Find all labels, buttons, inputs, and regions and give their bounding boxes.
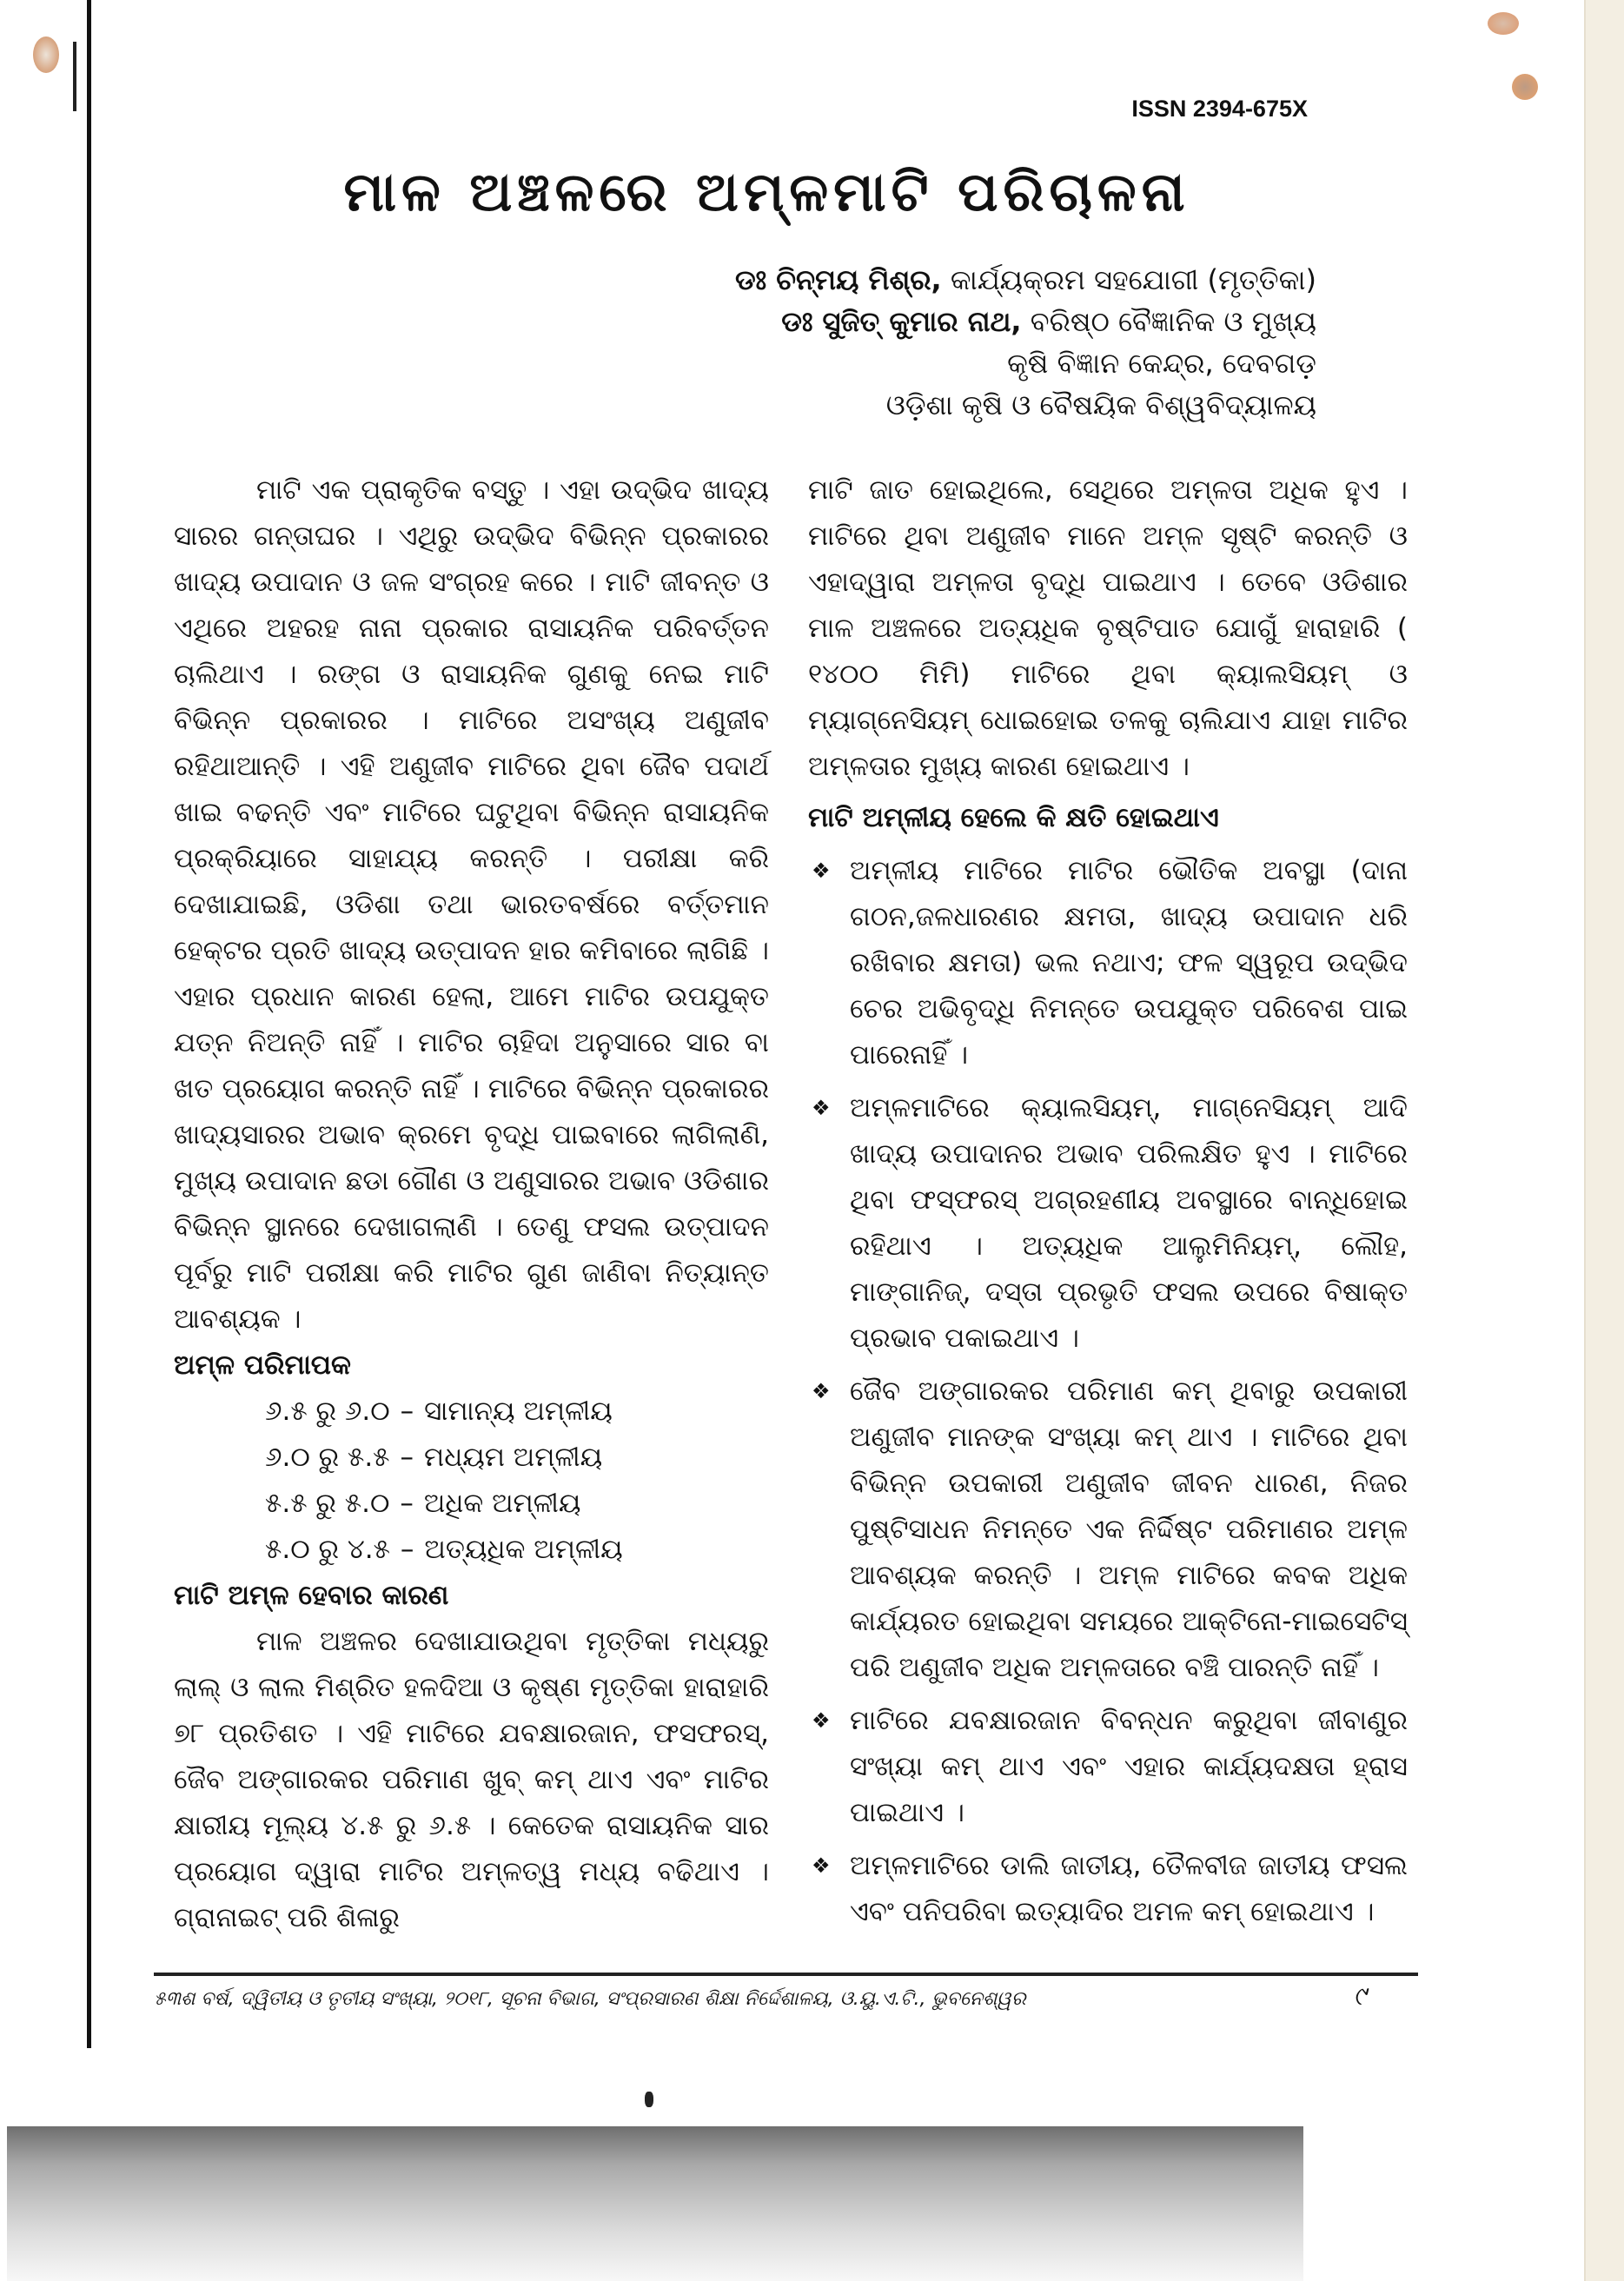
page-number: ୯ (1353, 1980, 1366, 2012)
scale-range: ୬.୫ ରୁ ୬.୦ (265, 1395, 390, 1427)
list-item (808, 1085, 1408, 1362)
damage-heading: ମାଟି ଅମ୍ଳୀୟ ହେଲେ କି କ୍ଷତି ହୋଇଥାଏ (808, 801, 1219, 833)
list-item-text: ଅମ୍ଳୀୟ ମାଟିରେ ମାଟିର ଭୌତିକ ଅବସ୍ଥା (ଦାନା ଗଠନ,ଜଳଧାରଣର କ୍ଷମତା, ଖାଦ୍ୟ ଉପାଦାନ ଧରି ରଖିବାର କ୍ଷମତା) ଭଲ ନଥାଏ; ଫଳ ସ୍ୱରୂପ ଉଦ୍ଭିଦ ଚେର ଅଭିବୃଦ୍ଧି ନିମନ୍ତେ ଉପଯୁକ୍ତ ପରିବେଶ ପାଇ ପାରେନାହିଁ । (850, 854, 1408, 1071)
footer-line (154, 1976, 1418, 2013)
author-name: ଡଃ ସୁଜିତ୍ କୁମାର ନାଥ, (781, 304, 1022, 338)
author-2 (91, 301, 1316, 342)
list-item-text: ଅମ୍ଳମାଟିରେ କ୍ୟାଲସିୟମ୍, ମାଗ୍ନେସିୟମ୍ ଆଦି ଖାଦ୍ୟ ଉପାଦାନର ଅଭାବ ପରିଲକ୍ଷିତ ହୁଏ । ମାଟିରେ ଥିବା ଫସ୍‌ଫରସ୍ ଅଗ୍ରହଣୀୟ ଅବସ୍ଥାରେ ବାନ୍ଧିହୋଇ ରହିଥାଏ । ଅତ୍ୟଧିକ ଆଲୁମିନିୟମ୍, ଲୌହ, ମାଙ୍ଗାନିଜ୍, ଦସ୍ତା ପ୍ରଭୃତି ଫସଲ ଉପରେ ବିଷାକ୍ତ ପ୍ରଭାବ ପକାଇଥାଏ । (850, 1091, 1408, 1354)
article-body (174, 467, 1442, 1941)
cause-heading: ମାଟି ଅମ୍ଳ ହେବାର କାରଣ (174, 1579, 449, 1611)
right-column (808, 467, 1408, 1935)
stain-top-left (33, 36, 59, 73)
margin-mark (73, 42, 76, 111)
ink-speck (645, 2092, 653, 2107)
article-sheet (87, 0, 1442, 2048)
intro-paragraph: ମାଟି ଏକ ପ୍ରାକୃତିକ ବସ୍ତୁ । ଏହା ଉଦ୍ଭିଦ ଖାଦ୍ୟ ସାରର ଗନ୍ତାଘର । ଏଥିରୁ ଉଦ୍ଭିଦ ବିଭିନ୍ନ ପ୍ରକାରର ଖାଦ୍ୟ ଉପାଦାନ ଓ ଜଳ ସଂଗ୍ରହ କରେ । ମାଟି ଜୀବନ୍ତ ଓ ଏଥିରେ ଅହରହ ନାନା ପ୍ରକାର ରାସାୟନିକ ପରିବର୍ତ୍ତନ ଚାଲିଥାଏ । ରଙ୍ଗ ଓ ରାସାୟନିକ ଗୁଣକୁ ନେଇ ମାଟି ବିଭିନ୍ନ ପ୍ରକାରର । ମାଟିରେ ଅସଂଖ୍ୟ ଅଣୁଜୀବ ରହିଥାଆନ୍ତି । ଏହି ଅଣୁଜୀବ ମାଟିରେ ଥିବା ଜୈବ ପଦାର୍ଥ ଖାଇ ବଢନ୍ତି ଏବଂ ମାଟିରେ ଘଟୁଥିବା ବିଭିନ୍ନ ରାସାୟନିକ ପ୍ରକ୍ରିୟାରେ ସାହାଯ୍ୟ କରନ୍ତି । ପରୀକ୍ଷା କରି ଦେଖାଯାଇଛି, ଓଡିଶା ତଥା ଭାରତବର୍ଷରେ ବର୍ତ୍ତମାନ ହେକ୍ଟର ପ୍ରତି ଖାଦ୍ୟ ଉତ୍ପାଦନ ହାର କମିବାରେ ଲାଗିଛି । ଏହାର ପ୍ରଧାନ କାରଣ ହେଲା, ଆମେ ମାଟିର ଉପଯୁକ୍ତ ଯତ୍ନ ନିଅନ୍ତି ନାହିଁ । ମାଟିର ଚାହିଦା ଅନୁସାରେ ସାର ବା ଖତ ପ୍ରୟୋଗ କରନ୍ତି ନାହିଁ । ମାଟିରେ ବିଭିନ୍ନ ପ୍ରକାରର ଖାଦ୍ୟସାରର ଅଭାବ କ୍ରମେ ବୃଦ୍ଧି ପାଇବାରେ ଲାଗିଲାଣି, ମୁଖ୍ୟ ଉପାଦାନ ଛଡା ଗୌଣ ଓ ଅଣୁସାରର ଅଭାବ ଓଡିଶାର ବିଭିନ୍ନ ସ୍ଥାନରେ ଦେଖାଗଲାଣି । ତେଣୁ ଫସଲ ଉତ୍ପାଦନ ପୂର୍ବରୁ ମାଟି ପରୀକ୍ଷା କରି ମାଟିର ଗୁଣ ଜାଣିବା ନିତ୍ୟାନ୍ତ ଆବଶ୍ୟକ । (174, 474, 769, 1335)
scale-row (265, 1435, 769, 1481)
author-role: କାର୍ଯ୍ୟକ୍ରମ ସହଯୋଗୀ (ମୃତ୍ତିକା) (941, 262, 1316, 296)
scale-dash: – (400, 1533, 414, 1565)
stain-top-right (1488, 12, 1519, 35)
author-name: ଡଃ ଚିନ୍ମୟ ମିଶ୍ର, (734, 262, 942, 296)
scale-label: ଅତ୍ୟଧିକ ଅମ୍ଳୀୟ (424, 1533, 623, 1565)
footer-text: ୫୩ଶ ବର୍ଷ, ଦ୍ୱିତୀୟ ଓ ତୃତୀୟ ସଂଖ୍ୟା, ୨୦୧୮, ସୂଚନା ବିଭାଗ, ସଂପ୍ରସାରଣ ଶିକ୍ଷା ନିର୍ଦ୍ଦେଶାଳୟ, ଓ.ୟୁ.ଏ.ଟି., ଭୁବନେଶ୍ୱର (154, 1987, 1026, 2010)
author-block (91, 259, 1316, 426)
author-1 (91, 259, 1316, 301)
scan-shadow (7, 2126, 1303, 2281)
scan-bottom (7, 2126, 1303, 2281)
scale-row (265, 1389, 769, 1435)
diamond-bullet-icon: ❖ (812, 1707, 831, 1733)
scale-range: ୫.୦ ରୁ ୪.୫ (265, 1533, 390, 1565)
diamond-bullet-icon: ❖ (812, 858, 831, 883)
stain-top-right-2 (1512, 74, 1538, 100)
page-edge (1584, 0, 1624, 2281)
scale-row (265, 1481, 769, 1527)
issn-row (91, 96, 1442, 123)
scale-range: ୫.୫ ରୁ ୫.୦ (265, 1487, 390, 1519)
scale-label: ଅଧିକ ଅମ୍ଳୀୟ (423, 1487, 581, 1519)
scale-range: ୬.୦ ରୁ ୫.୫ (265, 1441, 390, 1473)
author-role: ବରିଷ୍ଠ ବୈଜ୍ଞାନିକ ଓ ମୁଖ୍ୟ (1021, 304, 1316, 338)
list-item (808, 1843, 1408, 1935)
scale-label: ସାମାନ୍ୟ ଅମ୍ଳୀୟ (424, 1395, 613, 1427)
footer (154, 1973, 1418, 2013)
list-item (808, 1698, 1408, 1836)
scale-dash: – (400, 1487, 414, 1519)
continuation-paragraph: ମାଟି ଜାତ ହୋଇଥିଲେ, ସେଥିରେ ଅମ୍ଳତା ଅଧିକ ହୁଏ । ମାଟିରେ ଥିବା ଅଣୁଜୀବ ମାନେ ଅମ୍ଳ ସୃଷ୍ଟି କରନ୍ତି ଓ ଏହାଦ୍ୱାରା ଅମ୍ଳତା ବୃଦ୍ଧି ପାଇଥାଏ । ତେବେ ଓଡିଶାର ମାଳ ଅଞ୍ଚଳରେ ଅତ୍ୟଧିକ ବୃଷ୍ଟିପାତ ଯୋଗୁଁ ହାରାହାରି ( ୧୪୦୦ ମିମି) ମାଟିରେ ଥିବା କ୍ୟାଲସିୟମ୍ ଓ ମ୍ୟାଗ୍ନେସିୟମ୍ ଧୋଇହୋଇ ତଳକୁ ଚାଲିଯାଏ ଯାହା ମାଟିର ଅମ୍ଳତାର ମୁଖ୍ୟ କାରଣ ହୋଇଥାଏ । (808, 474, 1408, 782)
list-item-text: ଅମ୍ଳମାଟିରେ ଡାଲି ଜାତୀୟ, ତୈଳବୀଜ ଜାତୀୟ ଫସଲ ଏବଂ ପନିପରିବା ଇତ୍ୟାଦିର ଅମଳ କମ୍ ହୋଇଥାଏ । (850, 1849, 1408, 1927)
damage-list (808, 848, 1408, 1935)
scale-row (265, 1527, 769, 1573)
diamond-bullet-icon: ❖ (812, 1853, 831, 1878)
affiliation-line: ଓଡ଼ିଶା କୃଷି ଓ ବୈଷୟିକ ବିଶ୍ୱବିଦ୍ୟାଳୟ (885, 388, 1316, 421)
list-item (808, 848, 1408, 1078)
diamond-bullet-icon: ❖ (812, 1378, 831, 1403)
scale-label: ମଧ୍ୟମ ଅମ୍ଳୀୟ (424, 1441, 603, 1473)
diamond-bullet-icon: ❖ (812, 1095, 831, 1120)
list-item-text: ମାଟିରେ ଯବକ୍ଷାରଜାନ ବିବନ୍ଧନ କରୁଥିବା ଜୀବାଣୁର ସଂଖ୍ୟା କମ୍ ଥାଏ ଏବଂ ଏହାର କାର୍ଯ୍ୟଦକ୍ଷତା ହ୍ରାସ ପାଇଥାଏ । (850, 1704, 1408, 1828)
list-item (808, 1369, 1408, 1691)
scale-dash: – (400, 1395, 414, 1427)
scale-heading: ଅମ୍ଳ ପରିମାପକ (174, 1349, 351, 1381)
article-title: ମାଳ ଅଞ୍ଚଳରେ ଅମ୍ଳମାଟି ପରିଚାଳନା (343, 160, 1190, 223)
cause-paragraph: ମାଳ ଅଞ୍ଚଳର ଦେଖାଯାଉଥିବା ମୃତ୍ତିକା ମଧ୍ୟରୁ ଲାଲ୍ ଓ ଲାଲ ମିଶ୍ରିତ ହଳଦିଆ ଓ କୃଷ୍ଣ ମୃତ୍ତିକା ହାରାହାରି ୭୮ ପ୍ରତିଶତ । ଏହି ମାଟିରେ ଯବକ୍ଷାରଜାନ, ଫସଫରସ୍, ଜୈବ ଅଙ୍ଗାରକର ପରିମାଣ ଖୁବ୍ କମ୍ ଥାଏ ଏବଂ ମାଟିର କ୍ଷାରୀୟ ମୂଲ୍ୟ ୪.୫ ରୁ ୬.୫ । କେତେକ ରାସାୟନିକ ସାର ପ୍ରୟୋଗ ଦ୍ୱାରା ମାଟିର ଅମ୍ଳତ୍ୱ ମଧ୍ୟ ବଢିଥାଏ । ଗ୍ରାନାଇଟ୍ ପରି ଶିଳାରୁ (174, 1625, 769, 1933)
left-column (174, 467, 769, 1941)
affiliation-line: କୃଷି ବିଜ୍ଞାନ କେନ୍ଦ୍ର, ଦେବଗଡ଼ (1007, 346, 1316, 380)
scale-dash: – (400, 1441, 414, 1473)
issn: ISSN 2394-675X (1131, 96, 1308, 122)
acidity-scale (265, 1389, 769, 1573)
list-item-text: ଜୈବ ଅଙ୍ଗାରକର ପରିମାଣ କମ୍ ଥିବାରୁ ଉପକାରୀ ଅଣୁଜୀବ ମାନଙ୍କ ସଂଖ୍ୟା କମ୍ ଥାଏ । ମାଟିରେ ଥିବା ବିଭିନ୍ନ ଉପକାରୀ ଅଣୁଜୀବ ଜୀବନ ଧାରଣ, ନିଜର ପୁଷ୍ଟିସାଧନ ନିମନ୍ତେ ଏକ ନିର୍ଦ୍ଦିଷ୍ଟ ପରିମାଣର ଅମ୍ଳ ଆବଶ୍ୟକ କରନ୍ତି । ଅମ୍ଳ ମାଟିରେ କବକ ଅଧିକ କାର୍ଯ୍ୟରତ ହୋଇଥିବା ସମୟରେ ଆକ୍ଟିନୋ-ମାଇସେଟିସ୍ ପରି ଅଣୁଜୀବ ଅଧିକ ଅମ୍ଳତାରେ ବଞ୍ଚି ପାରନ୍ତି ନାହିଁ । (850, 1375, 1408, 1683)
